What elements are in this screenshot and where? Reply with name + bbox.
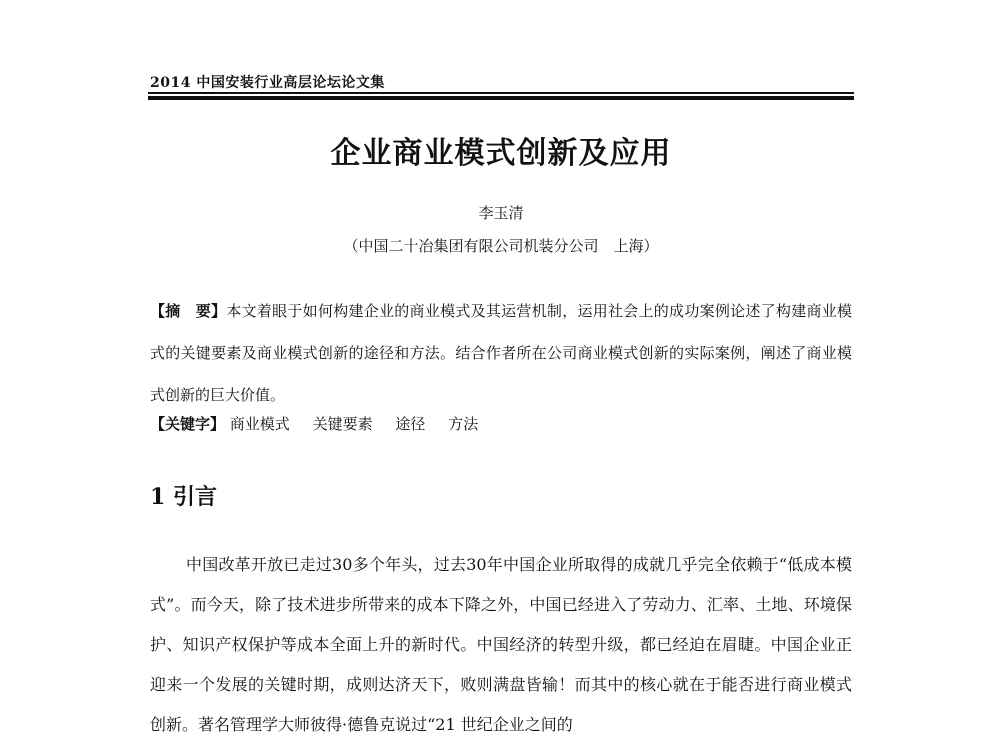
header-rule-thick [148,96,854,100]
section-heading: 1 引言 [150,484,217,510]
keyword-item: 方法 [448,415,479,433]
article-title: 企业商业模式创新及应用 [330,136,672,171]
keywords-label: 【关键字】 [150,415,226,433]
header-rule-thin [148,92,854,94]
abstract [150,290,852,416]
running-header: 2014 中国安装行业高层论坛论文集 [150,75,385,91]
keyword-item: 商业模式 [229,415,290,433]
abstract-label: 【摘 要】 [150,302,227,320]
article-affiliation: （中国二十冶集团有限公司机装分公司 上海） [343,237,659,255]
keywords [150,413,852,434]
abstract-text: 本文着眼于如何构建企业的商业模式及其运营机制，运用社会上的成功案例论述了构建商业模式的关键要素及商业模式创新的途径和方法。结合作者所在公司商业模式创新的实际案例，阐述了商业模式创新的巨大价值。 [150,302,852,404]
keyword-item: 关键要素 [312,415,373,433]
article-author: 李玉清 [478,204,524,222]
body-paragraph: 中国改革开放已走过30多个年头，过去30年中国企业所取得的成就几乎完全依赖于“低成本模式”。而今天，除了技术进步所带来的成本下降之外，中国已经进入了劳动力、汇率、土地、环境保护、知识产权保护等成本全面上升的新时代。中国经济的转型升级，都已经迫在眉睫。中国企业正迎来一个发展的关键时期，成则达济天下，败则满盘皆输！而其中的核心就在于能否进行商业模式创新。著名管理学大师彼得·德鲁克说过“21 世纪企业之间的 [150,555,852,734]
keyword-item: 途径 [395,415,426,433]
